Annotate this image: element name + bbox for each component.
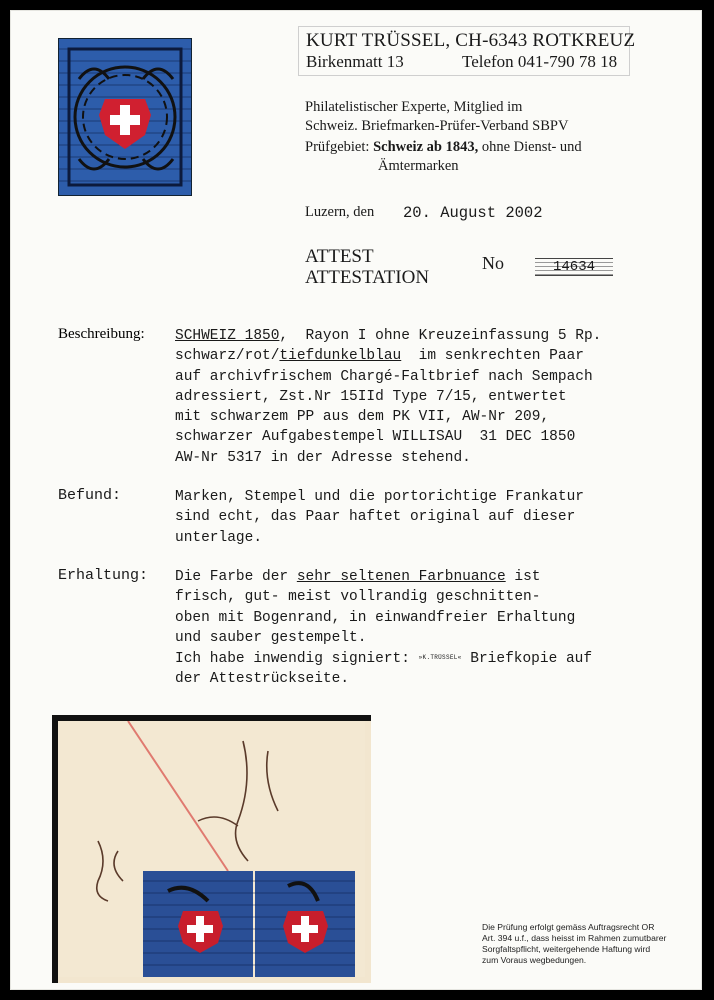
liability-note: Die Prüfung erfolgt gemäss Auftragsrecht OR Art. 394 u.f., dass heisst im Rahmen zumutbarer Sorgfaltspflicht, weitergehende Haftung wird zum Voraus wegbedungen. (482, 922, 667, 965)
attest-number-label: No (482, 253, 504, 273)
letterhead-phone: Telefon 041-790 78 18 (462, 52, 618, 71)
date-value: 20. August 2002 (403, 204, 543, 222)
signature-mark: »K.TRÜSSEL« (418, 654, 462, 662)
attest-title: ATTEST ATTESTATION (305, 246, 430, 288)
beschreibung-text: SCHWEIZ 1850, Rayon I ohne Kreuzeinfassung 5 Rp. schwarz/rot/tiefdunkelblau im senkrechten Paar auf archivfrischem Chargé-Faltbrief nach Sempach adressiert, Zst.Nr 15IId Type 7/15, entwertet mit schwarzem PP aus dem PK VII, AW-Nr 209, schwarzer Aufgabestempel WILLISAU 31 DEC 1850 AW-Nr 5317 in der Adresse stehend. (175, 328, 602, 466)
letterhead-address: Birkenmatt 13 (306, 52, 404, 71)
stamp-pair-photo (52, 715, 371, 983)
letterhead-name: KURT TRÜSSEL, CH-6343 ROTKREUZ (306, 30, 636, 51)
expert-description: Philatelistischer Experte, Mitglied im Schweiz. Briefmarken-Prüfer-Verband SBPV (305, 99, 569, 134)
erhaltung-text: Die Farbe der sehr seltenen Farbnuance ist frisch, gut- meist vollrandig geschnitten- oben mit Bogenrand, in einwandfreier Erhaltung und sauber gestempelt. Ich habe inwendig signiert: »K.TRÜSSEL« Briefkopie auf der Attestrückseite. (175, 569, 593, 688)
beschreibung-label: Beschreibung: (58, 326, 145, 342)
pruefgebiet: Prüfgebiet: Schweiz ab 1843, ohne Dienst- und Ämtermarken (305, 139, 582, 174)
befund-label: Befund: (58, 487, 122, 504)
stamp-image-top (58, 38, 192, 196)
attest-number: 14634 (535, 258, 613, 276)
date-label: Luzern, den (305, 204, 375, 220)
befund-text: Marken, Stempel und die portorichtige Frankatur sind echt, das Paar haftet original auf dieser unterlage. (175, 489, 584, 546)
erhaltung-label: Erhaltung: (58, 567, 149, 584)
